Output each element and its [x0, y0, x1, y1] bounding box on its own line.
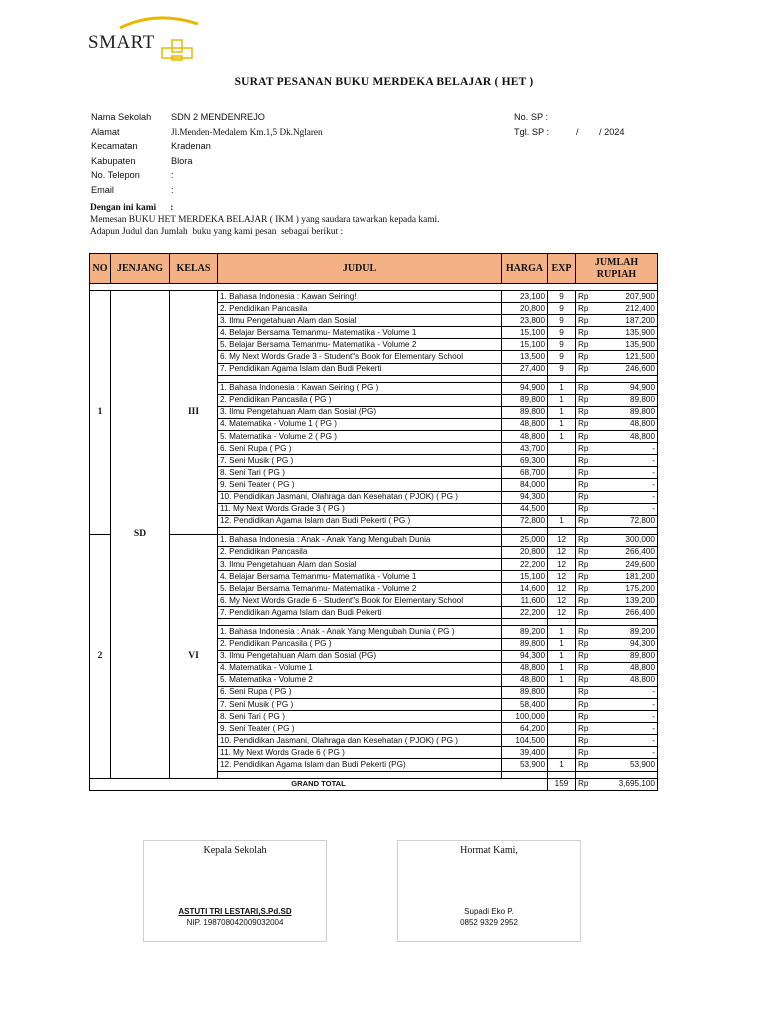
info-row-alamat	[91, 125, 323, 140]
cell-rp: Rp	[576, 315, 594, 327]
cell-jumlah: -	[594, 479, 658, 491]
cell-jumlah: -	[594, 443, 658, 455]
signature-box-principal	[143, 840, 327, 942]
signature-title: Hormat Kami,	[460, 845, 518, 856]
cell-exp: 1	[548, 431, 576, 443]
signature-title: Kepala Sekolah	[203, 845, 267, 856]
cell-judul: 4. Belajar Bersama Temanmu- Matematika - Volume 1	[218, 327, 502, 339]
spacer-cell	[576, 619, 594, 626]
cell-jumlah: 187,200	[594, 315, 658, 327]
cell-harga: 48,800	[502, 662, 548, 674]
cell-exp: 9	[548, 303, 576, 315]
value: Blora	[171, 155, 193, 166]
spacer-cell	[502, 375, 548, 382]
cell-rp: Rp	[576, 595, 594, 607]
cell-rp: Rp	[576, 443, 594, 455]
cell-rp: Rp	[576, 699, 594, 711]
cell-jumlah: -	[594, 723, 658, 735]
cell-judul: 8. Seni Tari ( PG )	[218, 711, 502, 723]
cell-jumlah: 48,800	[594, 431, 658, 443]
value: Kradenan	[171, 141, 211, 151]
cell-judul: 1. Bahasa Indonesia : Anak - Anak Yang Mengubah Dunia ( PG )	[218, 626, 502, 638]
label: Nama Sekolah	[91, 112, 152, 122]
header-kelas: KELAS	[170, 254, 218, 284]
cell-rp: Rp	[576, 686, 594, 698]
cell-harga: 15,100	[502, 571, 548, 583]
signature-box-vendor	[397, 840, 581, 942]
cell-exp	[548, 699, 576, 711]
spacer-cell	[218, 527, 502, 534]
cell-harga: 72,800	[502, 515, 548, 527]
header-judul: JUDUL	[218, 254, 502, 284]
cell-exp: 1	[548, 662, 576, 674]
signature-nip: NIP. 198708042009032004	[186, 918, 284, 927]
cell-judul: 7. Seni Musik ( PG )	[218, 455, 502, 467]
sp-tgl-row	[514, 125, 625, 140]
cell-exp: 12	[548, 534, 576, 546]
spacer-cell	[594, 375, 658, 382]
spacer-cell	[594, 619, 658, 626]
cell-harga: 100,000	[502, 711, 548, 723]
label: Email	[91, 184, 114, 195]
spacer-cell	[502, 619, 548, 626]
cell-harga: 23,800	[502, 315, 548, 327]
cell-exp	[548, 711, 576, 723]
cell-harga: 89,800	[502, 686, 548, 698]
cell-judul: 6. Seni Rupa ( PG )	[218, 686, 502, 698]
cell-harga: 94,900	[502, 382, 548, 394]
cell-exp	[548, 723, 576, 735]
cell-judul: 12. Pendidikan Agama Islam dan Budi Pekerti ( PG )	[218, 515, 502, 527]
cell-rp: Rp	[576, 479, 594, 491]
value: SDN 2 MENDENREJO	[171, 112, 265, 122]
cell-rp: Rp	[576, 363, 594, 375]
note-line-2: Memesan BUKU HET MERDEKA BELAJAR ( IKM ) yang saudara tawarkan kepada kami.	[90, 215, 440, 225]
cell-exp: 1	[548, 515, 576, 527]
spacer-cell	[594, 771, 658, 778]
spacer-cell	[576, 527, 594, 534]
cell-harga: 64,200	[502, 723, 548, 735]
cell-jumlah: 72,800	[594, 515, 658, 527]
cell-exp: 9	[548, 315, 576, 327]
header-exp: EXP	[548, 254, 576, 284]
cell-jumlah: 249,600	[594, 558, 658, 570]
cell-harga: 89,200	[502, 626, 548, 638]
cell-jumlah: 300,000	[594, 534, 658, 546]
label: Tgl. SP :	[514, 126, 550, 137]
order-table	[89, 253, 658, 791]
cell-harga: 25,000	[502, 534, 548, 546]
cell-jumlah: -	[594, 491, 658, 503]
cell-jumlah: 207,900	[594, 291, 658, 303]
value: :	[171, 170, 174, 180]
table-row	[90, 534, 658, 546]
cell-rp: Rp	[576, 382, 594, 394]
cell-judul: 8. Seni Tari ( PG )	[218, 467, 502, 479]
cell-jumlah: 139,200	[594, 595, 658, 607]
cell-harga: 84,000	[502, 479, 548, 491]
cell-rp: Rp	[576, 515, 594, 527]
info-row-kecamatan	[91, 139, 323, 154]
header-no: NO	[90, 254, 111, 284]
cell-exp: 12	[548, 607, 576, 619]
grand-total-row	[90, 778, 658, 790]
cell-judul: 1. Bahasa Indonesia : Anak - Anak Yang Mengubah Dunia	[218, 534, 502, 546]
cell-judul: 9. Seni Teater ( PG )	[218, 723, 502, 735]
value: Jl.Menden-Medalem Km.1,5 Dk.Nglaren	[171, 126, 323, 137]
cell-exp: 1	[548, 418, 576, 430]
cell-rp: Rp	[576, 723, 594, 735]
info-row-telepon	[91, 168, 323, 183]
cell-exp: 9	[548, 327, 576, 339]
cell-harga: 94,300	[502, 650, 548, 662]
cell-harga: 44,500	[502, 503, 548, 515]
cell-judul: 1. Bahasa Indonesia : Kawan Seiring!	[218, 291, 502, 303]
spacer-cell	[576, 771, 594, 778]
cell-judul: 3. Ilmu Pengetahuan Alam dan Sosial (PG)	[218, 406, 502, 418]
spacer-cell	[502, 527, 548, 534]
cell-judul: 4. Belajar Bersama Temanmu- Matematika - Volume 1	[218, 571, 502, 583]
cell-jumlah: 175,200	[594, 583, 658, 595]
cell-jumlah: 121,500	[594, 351, 658, 363]
cell-jumlah: 212,400	[594, 303, 658, 315]
cell-harga: 22,200	[502, 607, 548, 619]
cell-jumlah: 266,400	[594, 546, 658, 558]
cell-jumlah: 135,900	[594, 327, 658, 339]
cell-harga: 15,100	[502, 327, 548, 339]
smart-logo	[86, 12, 206, 62]
info-row-kabupaten	[91, 154, 323, 169]
spacer-cell	[548, 375, 576, 382]
row-jenjang: SD	[111, 291, 170, 779]
cell-rp: Rp	[576, 534, 594, 546]
label: No. Telepon	[91, 170, 140, 180]
grand-total-rp: Rp	[576, 778, 594, 790]
cell-harga: 48,800	[502, 418, 548, 430]
cell-rp: Rp	[576, 491, 594, 503]
spacer-cell	[548, 771, 576, 778]
cell-jumlah: 135,900	[594, 339, 658, 351]
spacer-cell	[218, 619, 502, 626]
cell-judul: 10. Pendidikan Jasmani, Olahraga dan Kesehatan ( PJOK) ( PG )	[218, 491, 502, 503]
cell-rp: Rp	[576, 674, 594, 686]
cell-harga: 20,800	[502, 303, 548, 315]
spacer-cell	[502, 771, 548, 778]
cell-harga: 89,800	[502, 394, 548, 406]
cell-jumlah: -	[594, 503, 658, 515]
spacer-cell	[548, 619, 576, 626]
spacer-cell	[218, 375, 502, 382]
logo-cross-icon	[86, 12, 206, 62]
cell-judul: 10. Pendidikan Jasmani, Olahraga dan Kesehatan ( PJOK) ( PG )	[218, 735, 502, 747]
cell-judul: 7. Seni Musik ( PG )	[218, 699, 502, 711]
label: No. SP :	[514, 112, 549, 122]
cell-judul: 6. My Next Words Grade 3 - Student"s Book for Elementary School	[218, 351, 502, 363]
cell-judul: 1. Bahasa Indonesia : Kawan Seiring ( PG )	[218, 382, 502, 394]
cell-judul: 3. Ilmu Pengetahuan Alam dan Sosial (PG)	[218, 650, 502, 662]
cell-judul: 12. Pendidikan Agama Islam dan Budi Pekerti (PG)	[218, 759, 502, 771]
document-title: SURAT PESANAN BUKU MERDEKA BELAJAR ( HET )	[234, 76, 534, 88]
cell-judul: 6. Seni Rupa ( PG )	[218, 443, 502, 455]
cell-judul: 2. Pendidikan Pancasila	[218, 546, 502, 558]
cell-judul: 6. My Next Words Grade 6 - Student"s Book for Elementary School	[218, 595, 502, 607]
signature-name: Supadi Eko P.	[464, 907, 514, 916]
info-row-nama	[91, 110, 323, 125]
cell-harga: 14,600	[502, 583, 548, 595]
cell-rp: Rp	[576, 467, 594, 479]
sp-no-row	[514, 110, 625, 125]
header-harga: HARGA	[502, 254, 548, 284]
row-no: 1	[90, 291, 111, 535]
cell-rp: Rp	[576, 291, 594, 303]
cell-jumlah: 181,200	[594, 571, 658, 583]
cell-harga: 48,800	[502, 431, 548, 443]
cell-exp	[548, 455, 576, 467]
cell-jumlah: 94,300	[594, 638, 658, 650]
cell-harga: 27,400	[502, 363, 548, 375]
cell-jumlah: 48,800	[594, 674, 658, 686]
table-header-row	[90, 254, 658, 284]
cell-judul: 7. Pendidikan Agama Islam dan Budi Pekerti	[218, 607, 502, 619]
cell-rp: Rp	[576, 418, 594, 430]
cell-rp: Rp	[576, 607, 594, 619]
cell-harga: 48,800	[502, 674, 548, 686]
signature-phone: 0852 9329 2952	[460, 918, 518, 927]
cell-jumlah: 89,200	[594, 626, 658, 638]
cell-harga: 104,500	[502, 735, 548, 747]
spacer-cell	[548, 527, 576, 534]
cell-exp: 12	[548, 546, 576, 558]
cell-exp	[548, 479, 576, 491]
cell-harga: 22,200	[502, 558, 548, 570]
cell-rp: Rp	[576, 303, 594, 315]
note-line-3: Adapun Judul dan Jumlah buku yang kami pesan sebagai berikut :	[90, 227, 344, 237]
cell-rp: Rp	[576, 558, 594, 570]
cell-jumlah: 246,600	[594, 363, 658, 375]
grand-total-label: GRAND TOTAL	[90, 778, 548, 790]
cell-harga: 11,600	[502, 595, 548, 607]
cell-jumlah: -	[594, 699, 658, 711]
cell-jumlah: -	[594, 711, 658, 723]
cell-exp: 1	[548, 626, 576, 638]
cell-jumlah: 94,900	[594, 382, 658, 394]
cell-exp	[548, 686, 576, 698]
cell-judul: 11. My Next Words Grade 6 ( PG )	[218, 747, 502, 759]
spacer-cell	[594, 527, 658, 534]
cell-jumlah: 89,800	[594, 394, 658, 406]
cell-exp: 12	[548, 583, 576, 595]
cell-judul: 2. Pendidikan Pancasila ( PG )	[218, 394, 502, 406]
row-kelas: VI	[170, 534, 218, 778]
cell-rp: Rp	[576, 339, 594, 351]
header-jenjang: JENJANG	[111, 254, 170, 284]
cell-judul: 11. My Next Words Grade 3 ( PG )	[218, 503, 502, 515]
cell-jumlah: 53,900	[594, 759, 658, 771]
cell-rp: Rp	[576, 351, 594, 363]
spacer-cell	[218, 771, 502, 778]
cell-exp: 1	[548, 674, 576, 686]
row-kelas: III	[170, 291, 218, 535]
cell-exp	[548, 467, 576, 479]
cell-harga: 53,900	[502, 759, 548, 771]
cell-judul: 5. Matematika - Volume 2	[218, 674, 502, 686]
spacer-cell	[576, 375, 594, 382]
cell-judul: 2. Pendidikan Pancasila ( PG )	[218, 638, 502, 650]
cell-jumlah: -	[594, 455, 658, 467]
order-note	[90, 202, 440, 238]
school-info	[91, 110, 323, 197]
cell-judul: 7. Pendidikan Agama Islam dan Budi Pekerti	[218, 363, 502, 375]
cell-exp	[548, 503, 576, 515]
cell-harga: 68,700	[502, 467, 548, 479]
value: / / 2024	[576, 126, 625, 137]
cell-jumlah: 89,800	[594, 406, 658, 418]
note-line-1: Dengan ini kami :	[90, 203, 174, 213]
cell-rp: Rp	[576, 759, 594, 771]
cell-judul: 5. Matematika - Volume 2 ( PG )	[218, 431, 502, 443]
info-row-email	[91, 183, 323, 198]
cell-exp: 1	[548, 394, 576, 406]
cell-rp: Rp	[576, 662, 594, 674]
cell-judul: 4. Matematika - Volume 1	[218, 662, 502, 674]
spacer-row	[90, 284, 658, 291]
cell-exp: 12	[548, 558, 576, 570]
cell-rp: Rp	[576, 711, 594, 723]
cell-judul: 2. Pendidikan Pancasila	[218, 303, 502, 315]
logo-text: SMART	[88, 32, 155, 53]
cell-harga: 89,800	[502, 638, 548, 650]
cell-jumlah: -	[594, 467, 658, 479]
table-row	[90, 291, 658, 303]
cell-rp: Rp	[576, 650, 594, 662]
cell-exp: 12	[548, 595, 576, 607]
spacer-cell	[90, 284, 658, 291]
cell-jumlah: 48,800	[594, 418, 658, 430]
cell-jumlah: 89,800	[594, 650, 658, 662]
sp-info	[514, 110, 625, 139]
cell-harga: 58,400	[502, 699, 548, 711]
cell-harga: 23,100	[502, 291, 548, 303]
value: :	[171, 184, 174, 195]
cell-harga: 13,500	[502, 351, 548, 363]
cell-exp	[548, 735, 576, 747]
cell-jumlah: -	[594, 735, 658, 747]
cell-rp: Rp	[576, 626, 594, 638]
row-no: 2	[90, 534, 111, 778]
label: Alamat	[91, 126, 120, 137]
cell-harga: 39,400	[502, 747, 548, 759]
cell-harga: 94,300	[502, 491, 548, 503]
cell-exp	[548, 443, 576, 455]
cell-judul: 3. Ilmu Pengetahuan Alam dan Sosial	[218, 558, 502, 570]
cell-rp: Rp	[576, 327, 594, 339]
cell-exp	[548, 747, 576, 759]
cell-rp: Rp	[576, 735, 594, 747]
cell-exp: 1	[548, 382, 576, 394]
cell-harga: 43,700	[502, 443, 548, 455]
cell-jumlah: 48,800	[594, 662, 658, 674]
grand-total-amount: 3,695,100	[594, 778, 658, 790]
label: Kabupaten	[91, 155, 136, 166]
cell-rp: Rp	[576, 431, 594, 443]
cell-rp: Rp	[576, 394, 594, 406]
cell-rp: Rp	[576, 571, 594, 583]
cell-rp: Rp	[576, 406, 594, 418]
cell-jumlah: 266,400	[594, 607, 658, 619]
cell-exp: 9	[548, 339, 576, 351]
cell-rp: Rp	[576, 503, 594, 515]
grand-total-exp: 159	[548, 778, 576, 790]
cell-harga: 15,100	[502, 339, 548, 351]
cell-rp: Rp	[576, 747, 594, 759]
cell-exp: 9	[548, 351, 576, 363]
cell-judul: 5. Belajar Bersama Temanmu- Matematika - Volume 2	[218, 583, 502, 595]
cell-judul: 5. Belajar Bersama Temanmu- Matematika - Volume 2	[218, 339, 502, 351]
label: Kecamatan	[91, 141, 138, 151]
cell-judul: 3. Ilmu Pengetahuan Alam dan Sosial	[218, 315, 502, 327]
cell-rp: Rp	[576, 638, 594, 650]
cell-exp: 1	[548, 759, 576, 771]
cell-exp: 1	[548, 638, 576, 650]
header-jumlah-rupiah: JUMLAH RUPIAH	[576, 254, 658, 284]
cell-judul: 4. Matematika - Volume 1 ( PG )	[218, 418, 502, 430]
cell-jumlah: -	[594, 686, 658, 698]
cell-exp: 9	[548, 291, 576, 303]
signature-name: ASTUTI TRI LESTARI,S.Pd.SD	[178, 907, 292, 916]
cell-exp: 1	[548, 406, 576, 418]
cell-judul: 9. Seni Teater ( PG )	[218, 479, 502, 491]
cell-rp: Rp	[576, 583, 594, 595]
cell-harga: 89,800	[502, 406, 548, 418]
cell-harga: 69,300	[502, 455, 548, 467]
cell-rp: Rp	[576, 455, 594, 467]
cell-exp: 9	[548, 363, 576, 375]
cell-exp: 1	[548, 650, 576, 662]
cell-jumlah: -	[594, 747, 658, 759]
cell-harga: 20,800	[502, 546, 548, 558]
cell-rp: Rp	[576, 546, 594, 558]
cell-exp: 12	[548, 571, 576, 583]
cell-exp	[548, 491, 576, 503]
